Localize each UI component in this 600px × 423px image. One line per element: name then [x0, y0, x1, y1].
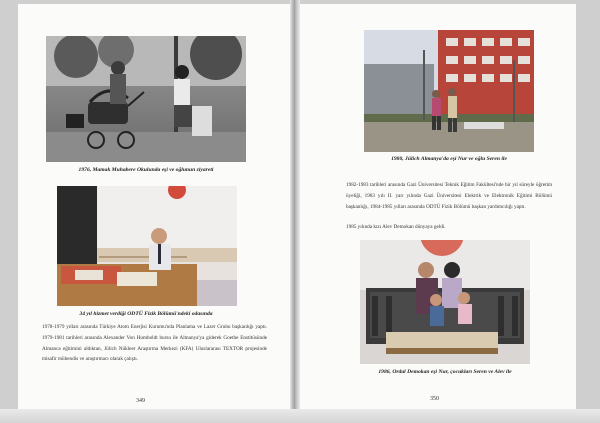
right-page — [300, 4, 576, 409]
caption-photo-2: 34 yıl hizmet verdiği ODTÜ Fizik Bölümü'ndeki odasında — [79, 311, 213, 317]
body-paragraph-1 — [346, 180, 552, 212]
body-paragraph-2-text: 1985 yılında kızı Alev Demokan dünyaya geldi. — [346, 224, 446, 230]
caption-photo-4: 1986, Ordal Demokan eşi Nur, çocukları Seren ve Alev ile — [378, 369, 512, 375]
page-number-left: 349 — [136, 398, 145, 404]
body-paragraph-text: 1978-1979 yılları arasında Türkiye Atom Enerjisi Kurumu'nda Planlama ve Lazer Grubu başkanlığı yaptı. 1979-1981 tarihleri arasında Alexander Von Humboldt bursu ile Almanya'ya giderek Goethe Enstitüsünde Almanca eğitimini aldıktan, Jülich Nükleer Araştırma Merkezi (KFA) Uluslararası TEXTOR projesinde misafir mühendis ve araştırmacı olarak çalıştı. — [42, 324, 267, 363]
body-paragraph — [42, 322, 267, 365]
caption-photo-1: 1976, Mamak Muhabere Okulunda eşi ve oğlunun ziyareti — [78, 167, 214, 173]
photo-office — [57, 186, 237, 306]
photo-julich — [364, 30, 534, 152]
left-page — [18, 4, 290, 409]
photo-family — [360, 240, 530, 364]
body-paragraph-2 — [346, 222, 552, 233]
book-gutter — [290, 0, 300, 423]
page-bottom-edge — [0, 409, 600, 423]
photo-mamak-visit — [46, 36, 246, 162]
caption-photo-3: 1980, Jülich Almanya'da eşi Nur ve oğlu Seren ile — [391, 156, 507, 162]
body-paragraph-1-text: 1982-1983 tarihleri arasında Gazi Üniversitesi Teknik Eğitim Fakültesi'nde bir yıl süreyle öğretim üyeliği, 1983 yılı II. yarı yılında Gazi Üniversitesi Elektrik ve Elektronik Eğitimi Bölümü başkanlığı, 1984-1985 yılları arasında ODTÜ Fizik Bölümü başkan yardımcılığı yaptı. — [346, 182, 552, 210]
page-number-right: 350 — [430, 396, 439, 402]
